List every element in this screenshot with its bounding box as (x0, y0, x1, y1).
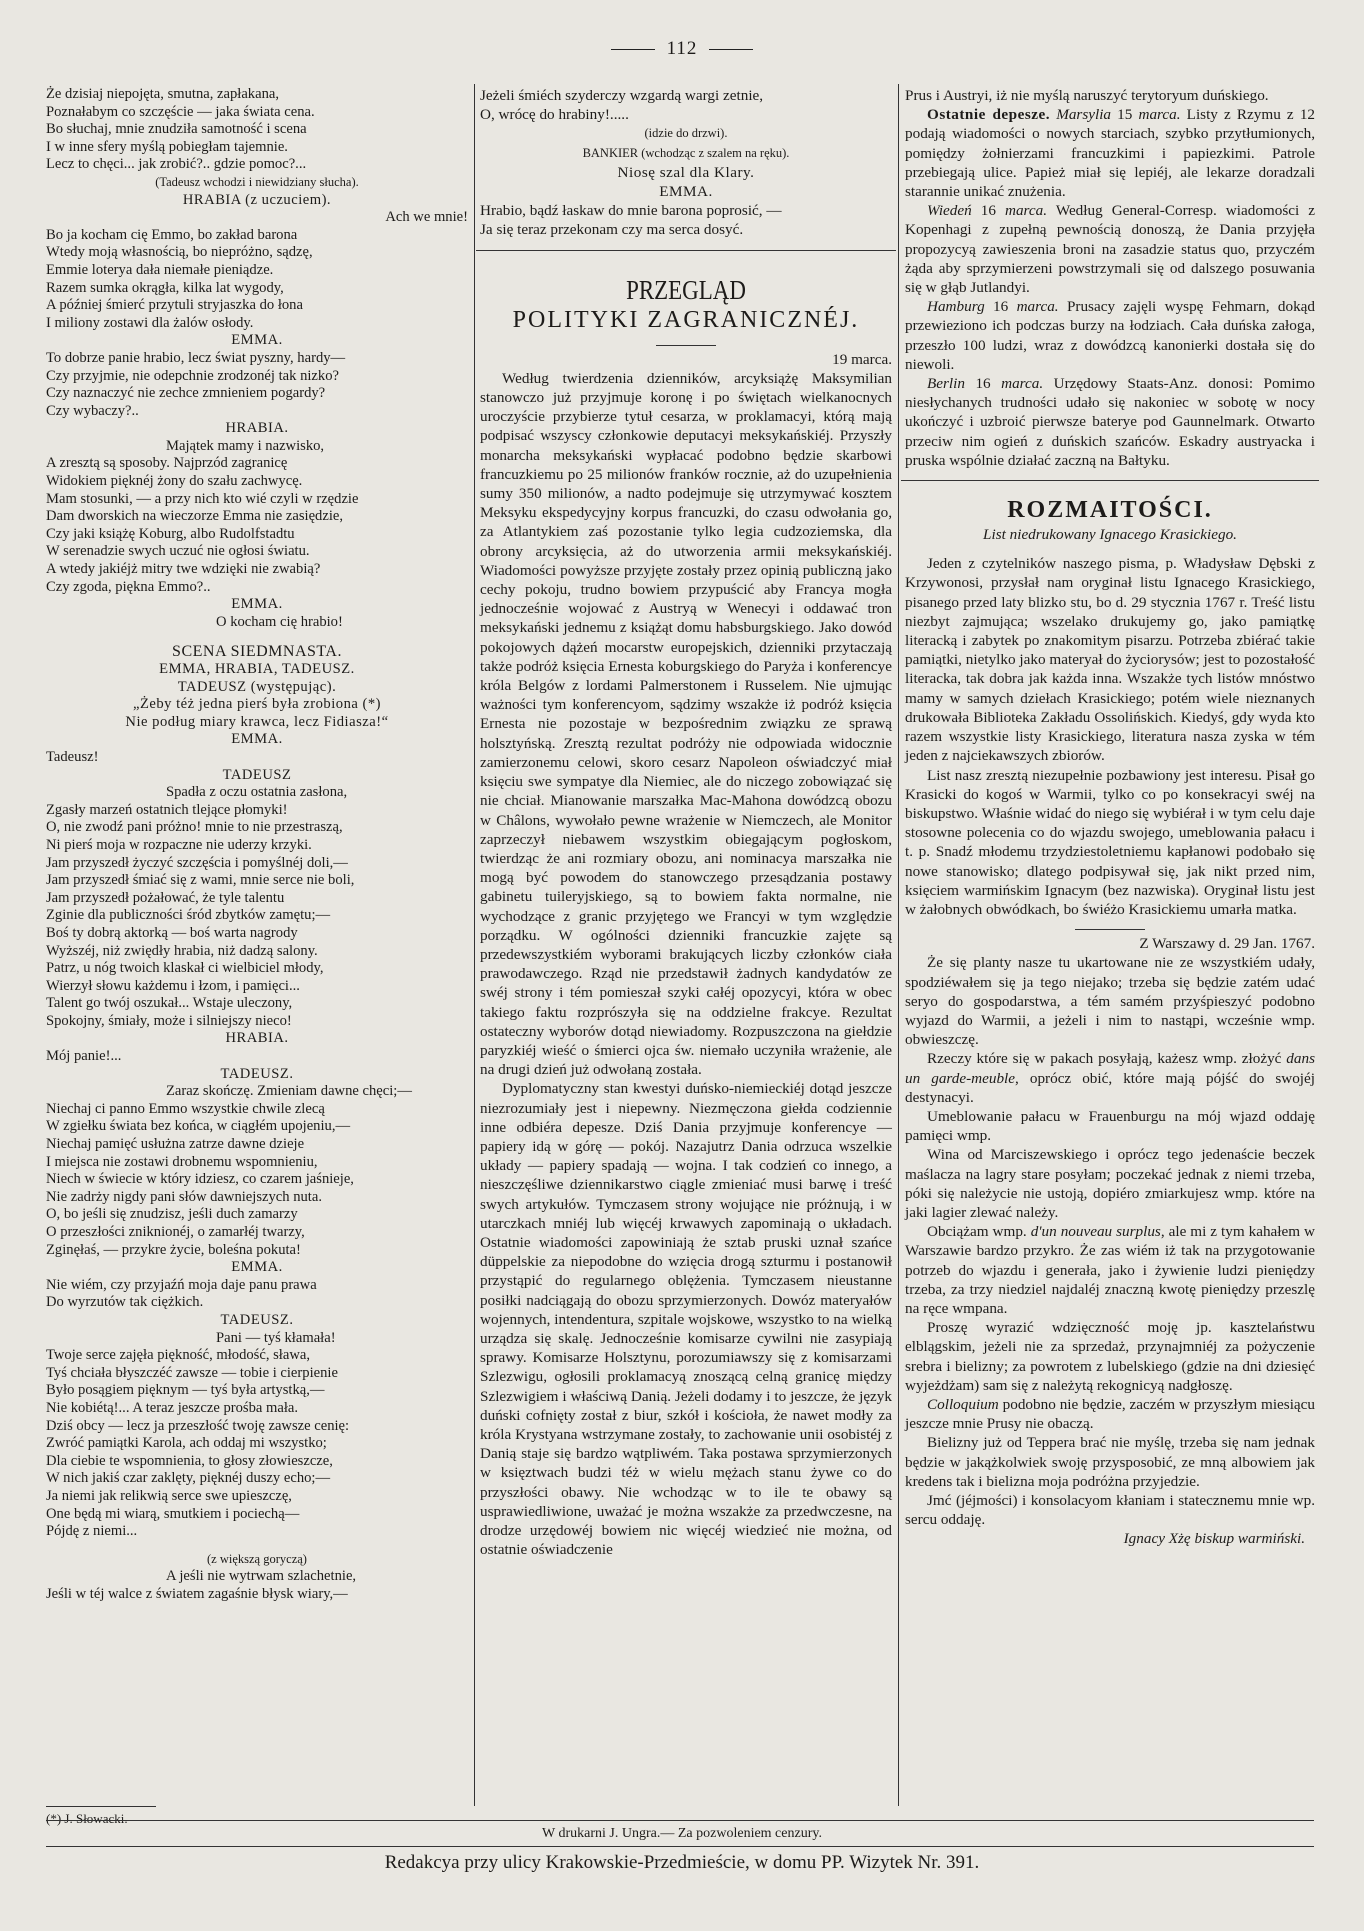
italic-text: Marsylia (1056, 106, 1112, 124)
column-foreign-politics (480, 86, 892, 1559)
text-run: Listy z Rzymu z 12 podają wiadomości o nowych starciach, szybko przytłumionych, pomiędzy żołnierzami francuzkimi i papiezkimi. Patrole przebiegają ulice. Papież miał się lepiéj, ale lekarze doradzali starannie unikać znużenia. (905, 106, 1316, 201)
text-run: , oprócz obić, które mają pójść do swojéj destynacyi. (905, 1069, 1315, 1106)
page-number: 112 (666, 38, 698, 59)
verse-line: Ni pierś moja w rozpaczne nie uderzy krzyki. (46, 836, 312, 853)
title-rule (656, 345, 716, 346)
verse-line: Emmie loterya dała niemałe pieniądze. (46, 261, 274, 278)
verse-line-indented: O kocham cię hrabio! (216, 613, 343, 630)
section-rule (901, 480, 1319, 481)
section-heading: ROZMAITOŚCI. (1007, 497, 1213, 524)
verse-line: Pójdę z niemi... (46, 1523, 138, 1540)
verse-line: Ja się teraz przekonam czy ma serca dosyć. (480, 221, 744, 239)
paragraph (905, 1222, 1315, 1318)
verse-line: Zginęłaś, — przykre życie, boleśna pokuta! (46, 1241, 301, 1258)
verse-line: Twoje serce zajęła piękność, młodość, sława, (46, 1347, 310, 1364)
stage-direction: BANKIER (wchodząc z szalem na ręku). (582, 145, 790, 160)
verse-line: Niech w świecie w który idziesz, co czarem jaśnieje, (46, 1171, 354, 1188)
verse-line: Patrz, u nóg twoich klaskał ci wielbiciel młody, (46, 960, 324, 977)
column-divider (474, 84, 475, 1806)
centered-line: EMMA. (231, 1259, 283, 1276)
right-line: 19 marca. (832, 350, 892, 368)
verse-line: Tyś chciała błyszczéć zawsze — tobie i cierpienie (46, 1364, 338, 1381)
centered-line: EMMA. (231, 332, 283, 349)
verse-line: Dla ciebie te wspomnienia, to głosy złowieszcze, (46, 1452, 333, 1469)
verse-line: Hrabio, bądź łaskaw do mnie barona poprosić, — (480, 202, 782, 220)
text-run: Według General-Corresp. wiadomości z Kopenhagi z zupełną pewnością donoszą, że Dania przyjęła propozycyą zawieszenia broni na zasadzie status quo, przyczém żąda aby sprzymierzeni powstrzymali się od dalszego posuwania się w głąb Jutlandyi. (905, 202, 1315, 297)
italic-text: Wiedeń (927, 202, 972, 220)
verse-line: W zgiełku świata bez końca, w ciągłém upojeniu,— (46, 1118, 351, 1135)
verse-line-indented: Spadła z oczu ostatnia zasłona, (166, 784, 348, 801)
paragraph: Bielizny już od Teppera brać nie myślę, trzeba się nam jednak będzie w jakążkolwiek swoję przysposobić, ze mną albowiem jak kredens tak i bielizna moja podróżna przyjedzie. (905, 1434, 1315, 1490)
verse-line: Spokojny, śmiały, może i silniejszy nieco! (46, 1012, 292, 1029)
italic-text: marca. (1001, 375, 1044, 393)
verse-line: A później śmierć przytuli stryjaszka do łona (46, 297, 303, 314)
paragraph (905, 297, 1315, 374)
text-run: 16 (971, 202, 1005, 220)
centered-line: EMMA. (231, 596, 283, 613)
footnote-rule (46, 1806, 156, 1807)
italic-text: d'un nouveau surplus (1030, 1223, 1161, 1241)
verse-line: Czy wybaczy?.. (46, 402, 139, 419)
paragraph: Jeden z czytelników naszego pisma, p. Władysław Dębski z Krzywonosi, przysłał nam oryginał listu Ignacego Krasickiego, pisanego przed laty blizko stu, bo d. 29 stycznia 1767 r. Treść listu niezbyt zajmująca; wszelako drukujemy go, jako pamiątkę literacką i zabytek po znakomitym pisarzu. Potrzeba zbiérać takie pamiątki, nietylko jako materyał do życiorysów; jest to pozostałość literacka, tak dobra jak każda inna. Wszakże tych listów mnóstwo mamy w samych dziełach Krasickiego; potém wiele nieznanych drukowała Biblioteka Zakładu Ossolińskich. Kiedyś, gdy wyda kto razem wszystkie listy Krasickiego, literatura nasza zyska w tém jeden z najciekawszych zbiorów. (905, 555, 1315, 765)
section-subtitle: POLITYKI ZAGRANICZNÉJ. (512, 306, 860, 333)
verse-line: Tadeusz! (46, 748, 99, 765)
paragraph (905, 1395, 1315, 1433)
verse-line: Nie kobiétą!... A teraz jeszcze prośba mała. (46, 1399, 299, 1416)
editorial-address: Redakcya przy ulicy Krakowskie-Przedmieście, w domu PP. Wizytek Nr. 391. (384, 1852, 980, 1873)
italic-text: Hamburg (927, 298, 985, 316)
verse-line-indented: A jeśli nie wytrwam szlachetnie, (166, 1568, 357, 1585)
centered-line: EMMA, HRABIA, TADEUSZ. (159, 661, 355, 677)
paragraph (905, 105, 1315, 201)
scene-heading: SCENA SIEDMNASTA. (172, 643, 342, 661)
verse-line: Było posągiem pięknym — tyś była artystką,— (46, 1382, 325, 1399)
verse-line: Mam stosunki, — a przy nich kto wié czyli w rzędzie (46, 490, 359, 507)
verse-line: Lecz to chęci... jak zrobić?.. gdzie pomoc?... (46, 156, 307, 173)
centered-line: TADEUSZ. (220, 1065, 294, 1082)
text-run: Rzeczy które się w pakach posyłają, każesz wmp. złożyć (927, 1050, 1287, 1068)
verse-line: Razem sumka okrągła, kilka lat wygody, (46, 279, 284, 296)
verse-line: Talent go twój oszukał... Wstaje uleczony, (46, 995, 293, 1012)
centered-line: Nie podług miary krawca, lecz Fidiasza!“ (125, 713, 389, 730)
verse-line: Mój panie!... (46, 1048, 122, 1065)
text-run: 16 (964, 375, 1002, 393)
verse-line: Zwróć pamiątki Karola, ach oddaj mi wszystko; (46, 1435, 327, 1452)
verse-line: Dziś obcy — lecz ja przeszłość twoję zawsze cenię: (46, 1417, 350, 1434)
verse-line: Ja niemi jak relikwią serce swe upieszczę, (46, 1487, 292, 1504)
paragraph: Według twierdzenia dzienników, arcyksiążę Maksymilian stanowczo już przyjmuje koronę i po świętach wielkanocnych uroczyście przybierze tytuł cesarza, w proklamacyi, którą mają podpisać wszyscy członkowie deputacyi meksykańskiéj. Przyszły monarcha meksykański wypłacać podobno będzie skarbowi francuzkiemu po 25 milionów franków rocznie, aż do uzupełnienia sumy 350 milionów, a nadto podejmuje się utrzymywać kosztem Meksyku ekspedycyjny korpus francuzki, do czasu odwołania go, za Atlantykiem zaś pozostanie tylko legia cudzoziemska, dla obrony arcyksięcia, aż do utworzenia armii meksykańskiéj. Wiadomości powyższe przyjęte zostały przez opinią publiczną jako cechy pokoju, trudno bowiem przypuścić aby Francya mogła jednocześnie wojować z Austryą w Wenecyi i oddawać tron meksykański jednemu z książąt domu habsburgskiego. Jako dowód pokojowych dążeń mocarstw europejskich, dzienniki przytaczają także podróż księcia Ernesta koburgskiego do Paryża i konferencye króla Belgów z lordami Palmerstonem i Russelem. Nie ujmując ważności tym konferencyom, sądzimy wszakże iż podróż księcia Ernesta nie pozostaje w bezpośrednim związku ze sprawą holsztyńską. Zresztą rezultat podróży nie odpowiada widocznie zamierzonemu celowi, skoro cesarz Napoleon oświadczyć miał księciu swe sympatye dla Niemiec, ale do niczego zobowiązać się nie chciał. Mianowanie marszałka Mac-Mahona dowódzcą obozu w Châlons, wywołało pewne wrażenie w Niemczech, ale Monitor zaprzeczył niebawem wszystkim obiegającym pogłoskom, twierdząc że ani rozmiary obozu, ani nominacya marszałka nie mogą być powodem do stanowczego przesądzania postawy gabinetu tuileryjskiego, są to bowiem fakta normalne, nie wychodzące z granic przyjętego we Francyi w tym względzie porządku. W ogólności dzienniki francuzkie zajęte są przedewszystkiém wyborami brakujących liczby członków ciała prawodawczego. Rząd nie przedstawił żadnych kandydatów ze swéj strony i tém pomieszał szyki całéj opozycyi, która w obec takiego faktu rozprószyła się na oddzielne frakcye. Rezultat ostateczny wyborów dotąd niewiadomy. Rozpuszczona na giełdzie paryzkiéj wieść o śmierci ojca św. niemało uczyniła wrażenie, ale na drugi dzień już odwołaną została. (480, 369, 892, 1079)
paragraph: Wina od Marciszewskiego i oprócz tego jedenaście beczek maślacza na lagry stare posyłam; poczekać jednak z niemi trzeba, póki się należycie nie ustoją, dopiéro zmiarkujesz wmp. które na jaki lagier zlewać należy. (905, 1146, 1315, 1221)
paragraph: Proszę wyrazić wdzięczność moję jp. kasztelaństwu elblągskim, jeżeli nie za sprzedaż, przynajmniéj za pożyczenie srebra i bielizny; za powrotem z lubelskiego (gdzie na dni dziesięć wyjeżdżam) sam się z należytą rekognicyą nadgłoszę. (905, 1319, 1315, 1394)
centered-line: Niosę szal dla Klary. (617, 163, 755, 181)
centered-line: „Żeby téż jedna pierś była zrobiona (*) (132, 696, 382, 713)
verse-line: O, nie zwodź pani próżno! mnie to nie przestraszą, (46, 819, 343, 836)
article-subtitle: List niedrukowany Ignacego Krasickiego. (983, 526, 1237, 544)
centered-line: EMMA. (659, 183, 713, 201)
verse-line: Jam przyszedł pożałować, że tyle talentu (46, 889, 285, 906)
verse-line: O przeszłości zniknionéj, o zamarłéj twarzy, (46, 1224, 305, 1240)
text-run: 15 (1111, 106, 1139, 124)
verse-line-indented: Majątek mamy i nazwisko, (166, 437, 325, 454)
verse-line-indented: Pani — tyś kłamała! (216, 1329, 336, 1346)
verse-line: Do wyrzutów tak ciężkich. (46, 1294, 204, 1311)
signature: Ignacy Xżę biskup warmiński. (1123, 1530, 1305, 1548)
centered-line: TADEUSZ (występując). (177, 678, 337, 695)
column-drama-verse (46, 86, 468, 1603)
footnote-text: (*) J. Słowacki. (46, 1811, 128, 1826)
verse-line: Zginie dla publiczności śród zbytków zamętu;— (46, 907, 331, 924)
text-run: Obciążam wmp. (927, 1223, 1031, 1241)
verse-line: Czy naznaczyć nie zechce zmnieniem pogardy? (46, 385, 326, 402)
centered-line: EMMA. (231, 731, 283, 748)
italic-text: Berlin (927, 375, 965, 393)
verse-line: W serenadzie swych uczuć nie ogłosi światu. (46, 543, 310, 560)
paragraph (905, 201, 1315, 297)
verse-line: Jeśli w téj walce z światem zagaśnie błysk wiary,— (46, 1585, 348, 1602)
verse-line: Czy zgoda, piękna Emmo?.. (46, 578, 211, 595)
verse-line: Bo słuchaj, mnie znudziła samotność i scena (46, 121, 307, 138)
section-title: PRZEGLĄD (626, 274, 746, 305)
verse-line: Poznałabym co szczęście — jaka świata cena. (46, 103, 315, 120)
verse-line: Jam przyszedł śmiać się z wami, mnie serce nie boli, (46, 872, 355, 889)
verse-line: W nich jakiś czar zaklęty, pięknéj duszy echo;— (46, 1470, 331, 1487)
italic-text: dans un garde-meuble (905, 1050, 1315, 1087)
text-run: , ale mi z tym kahałem w Warszawie bardzo przykro. Że zas wiém iż tak na przygotowanie potrzeb do wjazdu i generała, jako i żywienie ludzi pieniędzy trzeba, za trzy niedziel najdaléj znaczną kwotę pieniędzy przeszlę na ręce wmpana. (905, 1223, 1316, 1317)
italic-text: Colloquium (927, 1396, 999, 1413)
verse-line: Wtedy moją własnością, bo niepróżno, sądzę, (46, 244, 313, 261)
centered-line: TADEUSZ. (220, 1311, 294, 1328)
paragraph (905, 374, 1315, 470)
column-miscellany (905, 86, 1315, 1549)
paragraph: Prus i Austryi, iż nie myślą naruszyć terytoryum duńskiego. (905, 87, 1269, 104)
paragraph: List nasz zresztą niezupełnie pozbawiony jest interesu. Pisał go Krasicki do kogoś w Warmii, tylko co po konsekracyi swéj na biskupstwo. Właśnie widać do niego się wybiérał i w tym celu daje stosowne polecenia co do wjazdu swojego, umeblowania pałacu i t. p. Snadź młodemu trzydziestoletniemu kapłanowi podobało się nowe stanowisko; dlatego podpisywał się, jak nikt przed nim, księciem warmińskim Ignacym (bez nazwiska). Oryginał listu jest w żałobnych obwódkach, bo świéżo Krasickiemu umarła matka. (905, 766, 1315, 918)
section-rule (476, 250, 896, 251)
verse-line: Widokiem pięknéj żony do szału zachwycę. (46, 473, 303, 490)
text-run: podobno nie będzie, zaczém w przyszłym miesiącu jeszcze mnie Prusy nie obaczą. (905, 1396, 1315, 1433)
verse-line: Nie wiém, czy przyjaźń moja daje panu prawa (46, 1276, 317, 1293)
verse-line: Boś ty dobrą aktorką — boś warta nagrody (46, 924, 298, 941)
verse-line: I w inne sfery myślą pobiegłam tajemnie. (46, 138, 288, 155)
verse-line: To dobrze panie hrabio, lecz świat pyszny, hardy— (46, 349, 346, 366)
verse-line: Że dzisiaj niepojęta, smutna, zapłakana, (46, 86, 280, 102)
verse-line: O, wrócę do hrabiny!..... (480, 106, 629, 124)
verse-line: O, bo jeśli się znudzisz, jeśli duch zamarzy (46, 1206, 298, 1223)
header-dash (709, 49, 753, 50)
verse-line: Zgasły marzeń ostatnich tlejące płomyki! (46, 801, 288, 818)
centered-line: HRABIA (z uczuciem). (182, 191, 332, 208)
italic-text: marca. (1138, 106, 1181, 124)
spacer (46, 1541, 468, 1551)
verse-line-indented: Zaraz skończę. Zmieniam dawne chęci;— (166, 1083, 412, 1100)
footer-rule (46, 1820, 1314, 1821)
verse-line: Czy przyjmie, nie odepchnie zrodzonéj tak nizko? (46, 367, 339, 384)
printer-line: W drukarni J. Ungra.— Za pozwoleniem cenzury. (542, 1826, 822, 1841)
bold-lead: Ostatnie depesze. (927, 106, 1051, 124)
centered-line: TADEUSZ (222, 766, 292, 783)
verse-line: Wyższéj, niż zwiędły hrabia, niż dadzą salony. (46, 942, 318, 959)
text-run: Urzędowy Staats-Anz. donosi: Pomimo niesłychanych trudności udało się nakoniec w sobotę w nocy ukończyć i uzbroić pierwsze baterye pod Gaunnelmark. Otwarto przeciw nim ogień z duńskich szańców. Eskadry austryacka i pruska wspólnie działać zaczną na Bałtyku. (905, 375, 1315, 469)
column-divider (898, 84, 899, 1806)
right-line: Ach we mnie! (385, 209, 468, 226)
verse-line: Jam przyszedł życzyć szczęścia i pomyślnéj doli,— (46, 854, 348, 871)
verse-line: Jeżeli śmiéch szyderczy wzgardą wargi zetnie, (480, 87, 764, 104)
paragraph: Dyplomatyczny stan kwestyi duńsko-niemieckiéj dotąd jeszcze niezrozumiały jest i niepewny. Niezmęczona giełda codziennie inne odbiéra depesze. Dziś Dania przyjmuje konferencye — papiery idą w górę — pokój. Nazajutrz Dania odrzuca wszelkie układy — papiery spadają — wojna. I tak codzień co innego, a nieszczęśliwe dziennikarstwo ciągle zmieniać musi barwę i treść swych artykułów. Tymczasem strony wojujące nie próżnują, i w utarczkach mniéj lub więcéj krwawych zapominają o układach. Ostatnie wiadomości zapowiniają że sztab pruski uznał szańce düppelskie za niepodobne do wzięcia drogą szturmu i postanowił przystąpić do regularnego oblężenia. Tymczasem nieustanne posiłki nadciągają do obozu sprzymierzonych. Dowóz materyałów wojennych, intendentura, szpitale wojskowe, wszystko to na wielką urządza się skalę. Jednocześnie komisarze cywilni nie zasypiają sprawy. Komisarze Holsztynu, porozumiawszy się z komisarzami Szlezwigu, ogłosili proklamacyą znoszącą celną granicę między Szlezwigiem i właściwą Danią. Jeżeli dodamy i to jeszcze, że język duński cofnięty został z biur, szkół i kościoła, że nawet modły za króla Krystyana wstrzymane zostały, to zachowanie unii osobistéj z Danią staje się bardzo wątpliwém. Taka postawa sprzymierzonych w księztwach budzi téż w wielu mężach stanu żywe co do przyszłości obawy. Nie wchodząc w to ile te obawy są usprawiedliwione, uważać je można wszakże za przedwczesne, na drodze urzędowéj bowiem nic więcéj wiedzieć nie można, od ostatnie oświadczenie (480, 1080, 892, 1559)
italic-text: marca. (1005, 202, 1048, 220)
verse-line: Wierzył słowu każdemu i łzom, i pamięci... (46, 977, 300, 994)
verse-line: Niechaj ci panno Emmo wszystkie chwile zlecą (46, 1100, 325, 1117)
text-run: Prusacy zajęli wyspę Fehmarn, dokąd przewieziono ich podczas burzy na łodziach. Cała duńska załoga, przeszło 100 ludzi, wraz z dowódzcą kanonierki dostała się do niewoli. (905, 298, 1316, 373)
footnote (46, 1806, 468, 1827)
footer-rule (46, 1846, 1314, 1847)
stage-direction: (idzie do drzwi). (644, 126, 728, 141)
verse-line: I miejsca nie zostawi drobnemu wspomnieniu, (46, 1153, 318, 1170)
page-number-header (0, 38, 1364, 60)
verse-line: Dam dworskich na wieczorze Emma nie zasiędzie, (46, 508, 344, 525)
paragraph: Że się planty nasze tu ukartowane nie ze wszystkiém udały, spodziéwałem się ja tego niejako; trzeba się będzie zatém udać seryo do gospodarstwa, a tém samém przyśpieszyć podobno wyjazd do Warmii, a jeżeli i nim to nastąpi, wcześnie wmp. obwieszczę. (905, 954, 1315, 1049)
paragraph: Jmć (jéjmości) i konsolacyom kłaniam i statecznemu mnie wp. sercu oddaję. (905, 1492, 1315, 1529)
italic-text: marca. (1016, 298, 1059, 316)
verse-line: One będą mi wiarą, smutkiem i pociechą— (46, 1505, 300, 1522)
stage-direction: (Tadeusz wchodzi i niewidziany słucha). (155, 174, 359, 189)
stage-direction: (z większą goryczą) (207, 1551, 307, 1566)
verse-line: I miliony zostawi dla żalów osłody. (46, 314, 254, 331)
short-rule (1075, 929, 1145, 930)
verse-line: Niechaj pamięć usłużna zatrze dawne dzieje (46, 1136, 305, 1153)
right-line: Z Warszawy d. 29 Jan. 1767. (1139, 935, 1315, 953)
verse-line: Nie zadrży nigdy pani słów dawniejszych nuta. (46, 1188, 322, 1205)
spacer (905, 544, 1315, 554)
verse-line: A zresztą są sposoby. Najprzód zagranicę (46, 455, 288, 472)
text-run: 16 (984, 298, 1017, 316)
verse-line: Czy jaki książę Koburg, albo Rudolfstadtu (46, 525, 295, 542)
centered-line: HRABIA. (225, 420, 289, 437)
verse-line: Bo ja kocham cię Emmo, bo zakład barona (46, 226, 298, 243)
paragraph: Umeblowanie pałacu w Frauenburgu na mój wjazd oddaję pamięci wmp. (905, 1107, 1315, 1145)
verse-line: A wtedy jakiéjż mitry twe wdzięki nie zwabią? (46, 561, 321, 578)
paragraph (905, 1049, 1315, 1107)
header-dash (611, 49, 655, 50)
centered-line: HRABIA. (225, 1030, 289, 1047)
